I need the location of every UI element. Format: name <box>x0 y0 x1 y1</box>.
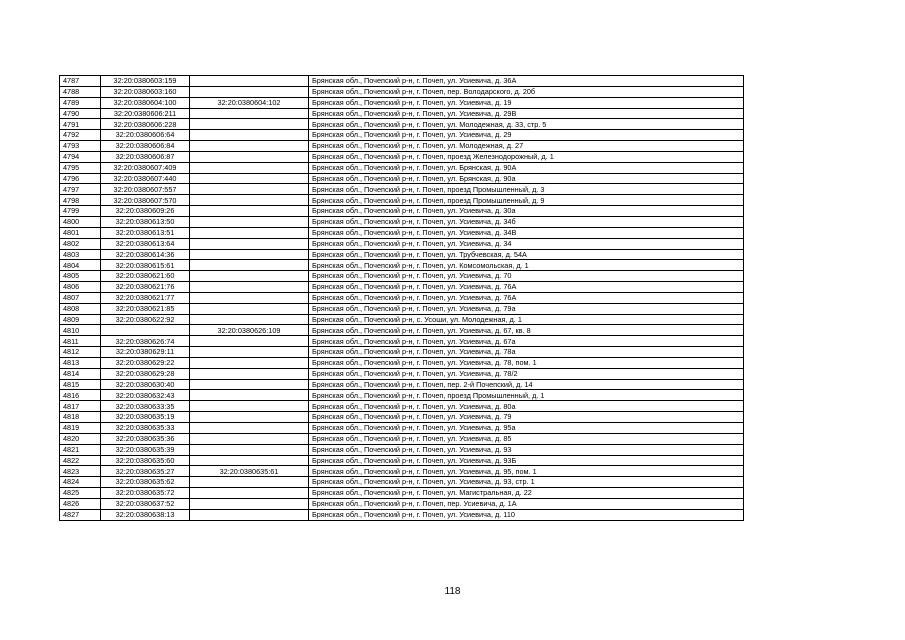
table-row <box>60 466 744 477</box>
cadastral-number-cell: 32:20:0380621:60 <box>101 271 190 282</box>
cadastral-number-cell: 32:20:0380635:36 <box>101 433 190 444</box>
linked-cadastral-number-cell <box>190 368 309 379</box>
table-row <box>60 173 744 184</box>
linked-cadastral-number-cell <box>190 184 309 195</box>
row-number-cell: 4806 <box>60 282 101 293</box>
table-row <box>60 325 744 336</box>
table-row <box>60 86 744 97</box>
address-cell: Брянская обл., Почепский р-н, г. Почеп, ул. Усиевича, д. 67, кв. 8 <box>309 325 744 336</box>
table-row <box>60 162 744 173</box>
address-cell: Брянская обл., Почепский р-н, г. Почеп, ул. Усиевича, д. 79 <box>309 412 744 423</box>
address-cell: Брянская обл., Почепский р-н, г. Почеп, пер. Усиевича, д. 1А <box>309 498 744 509</box>
address-cell: Брянская обл., Почепский р-н, г. Почеп, ул. Комсомольская, д. 1 <box>309 260 744 271</box>
table-row <box>60 206 744 217</box>
row-number-cell: 4788 <box>60 86 101 97</box>
address-cell: Брянская обл., Почепский р-н, г. Почеп, ул. Усиевича, д. 93, стр. 1 <box>309 477 744 488</box>
linked-cadastral-number-cell <box>190 173 309 184</box>
table-row <box>60 151 744 162</box>
row-number-cell: 4798 <box>60 195 101 206</box>
cadastral-number-cell: 32:20:0380603:160 <box>101 86 190 97</box>
linked-cadastral-number-cell <box>190 401 309 412</box>
row-number-cell: 4826 <box>60 498 101 509</box>
row-number-cell: 4819 <box>60 423 101 434</box>
linked-cadastral-number-cell <box>190 455 309 466</box>
address-cell: Брянская обл., Почепский р-н, г. Почеп, ул. Магистральная, д. 22 <box>309 488 744 499</box>
cadastral-number-cell: 32:20:0380635:60 <box>101 455 190 466</box>
table-row <box>60 509 744 520</box>
table-row <box>60 412 744 423</box>
linked-cadastral-number-cell <box>190 509 309 520</box>
address-cell: Брянская обл., Почепский р-н, г. Почеп, ул. Усиевича, д. 85 <box>309 433 744 444</box>
row-number-cell: 4789 <box>60 97 101 108</box>
linked-cadastral-number-cell: 32:20:0380626:109 <box>190 325 309 336</box>
linked-cadastral-number-cell <box>190 314 309 325</box>
cadastral-number-cell: 32:20:0380629:28 <box>101 368 190 379</box>
cadastral-number-cell: 32:20:0380635:62 <box>101 477 190 488</box>
linked-cadastral-number-cell <box>190 227 309 238</box>
linked-cadastral-number-cell <box>190 423 309 434</box>
table-row <box>60 119 744 130</box>
table-row <box>60 216 744 227</box>
address-cell: Брянская обл., Почепский р-н, г. Почеп, ул. Усиевича, д. 93 <box>309 444 744 455</box>
cadastral-number-cell: 32:20:0380613:50 <box>101 216 190 227</box>
table-row <box>60 271 744 282</box>
cadastral-number-cell: 32:20:0380621:85 <box>101 303 190 314</box>
address-cell: Брянская обл., Почепский р-н, г. Почеп, ул. Усиевича, д. 34 <box>309 238 744 249</box>
row-number-cell: 4822 <box>60 455 101 466</box>
cadastral-number-cell: 32:20:0380604:100 <box>101 97 190 108</box>
table-row <box>60 336 744 347</box>
row-number-cell: 4825 <box>60 488 101 499</box>
cadastral-number-cell: 32:20:0380635:19 <box>101 412 190 423</box>
row-number-cell: 4821 <box>60 444 101 455</box>
registry-table <box>59 75 744 521</box>
table-row <box>60 303 744 314</box>
row-number-cell: 4801 <box>60 227 101 238</box>
page-number: 118 <box>444 586 461 597</box>
linked-cadastral-number-cell <box>190 444 309 455</box>
cadastral-number-cell: 32:20:0380607:570 <box>101 195 190 206</box>
table-row <box>60 184 744 195</box>
cadastral-number-cell: 32:20:0380613:51 <box>101 227 190 238</box>
cadastral-number-cell: 32:20:0380621:77 <box>101 292 190 303</box>
cadastral-number-cell: 32:20:0380630:40 <box>101 379 190 390</box>
address-cell: Брянская обл., Почепский р-н, г. Почеп, ул. Усиевича, д. 29 <box>309 130 744 141</box>
address-cell: Брянская обл., Почепский р-н, г. Почеп, пер. Володарского, д. 20б <box>309 86 744 97</box>
address-cell: Брянская обл., Почепский р-н, г. Почеп, ул. Усиевича, д. 78/2 <box>309 368 744 379</box>
row-number-cell: 4820 <box>60 433 101 444</box>
table-row <box>60 401 744 412</box>
linked-cadastral-number-cell <box>190 260 309 271</box>
address-cell: Брянская обл., Почепский р-н, г. Почеп, ул. Брянская, д. 90А <box>309 162 744 173</box>
address-cell: Брянская обл., Почепский р-н, г. Почеп, ул. Усиевича, д. 76А <box>309 292 744 303</box>
table-row <box>60 423 744 434</box>
table-row <box>60 249 744 260</box>
linked-cadastral-number-cell <box>190 412 309 423</box>
address-cell: Брянская обл., Почепский р-н, г. Почеп, ул. Усиевича, д. 30а <box>309 206 744 217</box>
table-row <box>60 97 744 108</box>
cadastral-number-cell <box>101 325 190 336</box>
cadastral-number-cell: 32:20:0380637:52 <box>101 498 190 509</box>
row-number-cell: 4803 <box>60 249 101 260</box>
linked-cadastral-number-cell <box>190 379 309 390</box>
linked-cadastral-number-cell <box>190 195 309 206</box>
row-number-cell: 4794 <box>60 151 101 162</box>
address-cell: Брянская обл., Почепский р-н, г. Почеп, пер. 2-й Почепский, д. 14 <box>309 379 744 390</box>
row-number-cell: 4815 <box>60 379 101 390</box>
linked-cadastral-number-cell <box>190 336 309 347</box>
address-cell: Брянская обл., Почепский р-н, г. Почеп, ул. Усиевича, д. 110 <box>309 509 744 520</box>
linked-cadastral-number-cell <box>190 141 309 152</box>
row-number-cell: 4824 <box>60 477 101 488</box>
row-number-cell: 4817 <box>60 401 101 412</box>
address-cell: Брянская обл., Почепский р-н, г. Почеп, проезд Железнодорожный, д. 1 <box>309 151 744 162</box>
row-number-cell: 4811 <box>60 336 101 347</box>
row-number-cell: 4795 <box>60 162 101 173</box>
table-row <box>60 379 744 390</box>
row-number-cell: 4791 <box>60 119 101 130</box>
linked-cadastral-number-cell <box>190 303 309 314</box>
table-row <box>60 390 744 401</box>
row-number-cell: 4823 <box>60 466 101 477</box>
row-number-cell: 4800 <box>60 216 101 227</box>
address-cell: Брянская обл., Почепский р-н, г. Почеп, ул. Усиевича, д. 19 <box>309 97 744 108</box>
address-cell: Брянская обл., Почепский р-н, г. Почеп, ул. Усиевича, д. 78, пом. 1 <box>309 357 744 368</box>
linked-cadastral-number-cell <box>190 292 309 303</box>
cadastral-number-cell: 32:20:0380629:22 <box>101 357 190 368</box>
cadastral-number-cell: 32:20:0380632:43 <box>101 390 190 401</box>
row-number-cell: 4827 <box>60 509 101 520</box>
table-row <box>60 444 744 455</box>
row-number-cell: 4790 <box>60 108 101 119</box>
row-number-cell: 4805 <box>60 271 101 282</box>
linked-cadastral-number-cell <box>190 151 309 162</box>
linked-cadastral-number-cell <box>190 477 309 488</box>
cadastral-number-cell: 32:20:0380633:35 <box>101 401 190 412</box>
table-row <box>60 108 744 119</box>
row-number-cell: 4797 <box>60 184 101 195</box>
table-row <box>60 314 744 325</box>
table-row <box>60 347 744 358</box>
row-number-cell: 4804 <box>60 260 101 271</box>
address-cell: Брянская обл., Почепский р-н, г. Почеп, ул. Усиевича, д. 95, пом. 1 <box>309 466 744 477</box>
address-cell: Брянская обл., Почепский р-н, г. Почеп, ул. Усиевича, д. 36А <box>309 76 744 87</box>
row-number-cell: 4812 <box>60 347 101 358</box>
address-cell: Брянская обл., Почепский р-н, г. Почеп, ул. Молодежная, д. 33, стр. 5 <box>309 119 744 130</box>
row-number-cell: 4802 <box>60 238 101 249</box>
table-row <box>60 227 744 238</box>
table-row <box>60 195 744 206</box>
table-row <box>60 141 744 152</box>
linked-cadastral-number-cell <box>190 130 309 141</box>
address-cell: Брянская обл., Почепский р-н, г. Почеп, ул. Усиевича, д. 95а <box>309 423 744 434</box>
cadastral-number-cell: 32:20:0380606:64 <box>101 130 190 141</box>
row-number-cell: 4816 <box>60 390 101 401</box>
cadastral-number-cell: 32:20:0380603:159 <box>101 76 190 87</box>
address-cell: Брянская обл., Почепский р-н, г. Почеп, ул. Усиевича, д. 78а <box>309 347 744 358</box>
cadastral-number-cell: 32:20:0380635:72 <box>101 488 190 499</box>
row-number-cell: 4809 <box>60 314 101 325</box>
linked-cadastral-number-cell <box>190 216 309 227</box>
table-row <box>60 76 744 87</box>
address-cell: Брянская обл., Почепский р-н, г. Почеп, проезд Промышленный, д. 1 <box>309 390 744 401</box>
address-cell: Брянская обл., Почепский р-н, г. Почеп, ул. Усиевича, д. 70 <box>309 271 744 282</box>
cadastral-number-cell: 32:20:0380606:87 <box>101 151 190 162</box>
row-number-cell: 4792 <box>60 130 101 141</box>
table-row <box>60 357 744 368</box>
cadastral-number-cell: 32:20:0380607:557 <box>101 184 190 195</box>
linked-cadastral-number-cell <box>190 86 309 97</box>
address-cell: Брянская обл., Почепский р-н, г. Почеп, ул. Молодежная, д. 27 <box>309 141 744 152</box>
cadastral-number-cell: 32:20:0380638:13 <box>101 509 190 520</box>
linked-cadastral-number-cell <box>190 390 309 401</box>
table-row <box>60 130 744 141</box>
cadastral-number-cell: 32:20:0380615:61 <box>101 260 190 271</box>
linked-cadastral-number-cell <box>190 488 309 499</box>
row-number-cell: 4807 <box>60 292 101 303</box>
address-cell: Брянская обл., Почепский р-н, г. Почеп, ул. Усиевича, д. 34б <box>309 216 744 227</box>
cadastral-number-cell: 32:20:0380609:26 <box>101 206 190 217</box>
linked-cadastral-number-cell <box>190 238 309 249</box>
table-row <box>60 488 744 499</box>
address-cell: Брянская обл., Почепский р-н, г. Почеп, ул. Усиевича, д. 67а <box>309 336 744 347</box>
cadastral-number-cell: 32:20:0380607:409 <box>101 162 190 173</box>
linked-cadastral-number-cell <box>190 249 309 260</box>
cadastral-number-cell: 32:20:0380606:211 <box>101 108 190 119</box>
row-number-cell: 4813 <box>60 357 101 368</box>
linked-cadastral-number-cell <box>190 108 309 119</box>
linked-cadastral-number-cell: 32:20:0380604:102 <box>190 97 309 108</box>
cadastral-number-cell: 32:20:0380626:74 <box>101 336 190 347</box>
address-cell: Брянская обл., Почепский р-н, с. Усоши, ул. Молодежная, д. 1 <box>309 314 744 325</box>
cadastral-number-cell: 32:20:0380607:440 <box>101 173 190 184</box>
address-cell: Брянская обл., Почепский р-н, г. Почеп, проезд Промышленный, д. 3 <box>309 184 744 195</box>
linked-cadastral-number-cell <box>190 76 309 87</box>
cadastral-number-cell: 32:20:0380606:228 <box>101 119 190 130</box>
registry-table-body <box>60 76 744 521</box>
cadastral-number-cell: 32:20:0380622:92 <box>101 314 190 325</box>
linked-cadastral-number-cell <box>190 119 309 130</box>
linked-cadastral-number-cell <box>190 433 309 444</box>
row-number-cell: 4799 <box>60 206 101 217</box>
address-cell: Брянская обл., Почепский р-н, г. Почеп, ул. Усиевича, д. 34В <box>309 227 744 238</box>
cadastral-number-cell: 32:20:0380629:11 <box>101 347 190 358</box>
table-row <box>60 368 744 379</box>
cadastral-number-cell: 32:20:0380606:84 <box>101 141 190 152</box>
row-number-cell: 4818 <box>60 412 101 423</box>
cadastral-number-cell: 32:20:0380614:36 <box>101 249 190 260</box>
cadastral-number-cell: 32:20:0380613:64 <box>101 238 190 249</box>
cadastral-number-cell: 32:20:0380621:76 <box>101 282 190 293</box>
row-number-cell: 4808 <box>60 303 101 314</box>
table-row <box>60 282 744 293</box>
linked-cadastral-number-cell <box>190 357 309 368</box>
cadastral-number-cell: 32:20:0380635:33 <box>101 423 190 434</box>
table-row <box>60 260 744 271</box>
row-number-cell: 4787 <box>60 76 101 87</box>
linked-cadastral-number-cell <box>190 498 309 509</box>
table-row <box>60 292 744 303</box>
linked-cadastral-number-cell <box>190 206 309 217</box>
table-row <box>60 433 744 444</box>
address-cell: Брянская обл., Почепский р-н, г. Почеп, ул. Усиевича, д. 76А <box>309 282 744 293</box>
linked-cadastral-number-cell <box>190 271 309 282</box>
cadastral-number-cell: 32:20:0380635:27 <box>101 466 190 477</box>
address-cell: Брянская обл., Почепский р-н, г. Почеп, ул. Брянская, д. 90а <box>309 173 744 184</box>
linked-cadastral-number-cell <box>190 282 309 293</box>
address-cell: Брянская обл., Почепский р-н, г. Почеп, ул. Усиевича, д. 29В <box>309 108 744 119</box>
table-row <box>60 455 744 466</box>
linked-cadastral-number-cell <box>190 347 309 358</box>
table-row <box>60 238 744 249</box>
row-number-cell: 4796 <box>60 173 101 184</box>
row-number-cell: 4814 <box>60 368 101 379</box>
address-cell: Брянская обл., Почепский р-н, г. Почеп, ул. Усиевича, д. 93Б <box>309 455 744 466</box>
cadastral-number-cell: 32:20:0380635:39 <box>101 444 190 455</box>
address-cell: Брянская обл., Почепский р-н, г. Почеп, ул. Усиевича, д. 80а <box>309 401 744 412</box>
address-cell: Брянская обл., Почепский р-н, г. Почеп, проезд Промышленный, д. 9 <box>309 195 744 206</box>
row-number-cell: 4793 <box>60 141 101 152</box>
address-cell: Брянская обл., Почепский р-н, г. Почеп, ул. Усиевича, д. 79а <box>309 303 744 314</box>
linked-cadastral-number-cell: 32:20:0380635:61 <box>190 466 309 477</box>
table-row <box>60 498 744 509</box>
row-number-cell: 4810 <box>60 325 101 336</box>
linked-cadastral-number-cell <box>190 162 309 173</box>
address-cell: Брянская обл., Почепский р-н, г. Почеп, ул. Трубчевская, д. 54А <box>309 249 744 260</box>
table-row <box>60 477 744 488</box>
